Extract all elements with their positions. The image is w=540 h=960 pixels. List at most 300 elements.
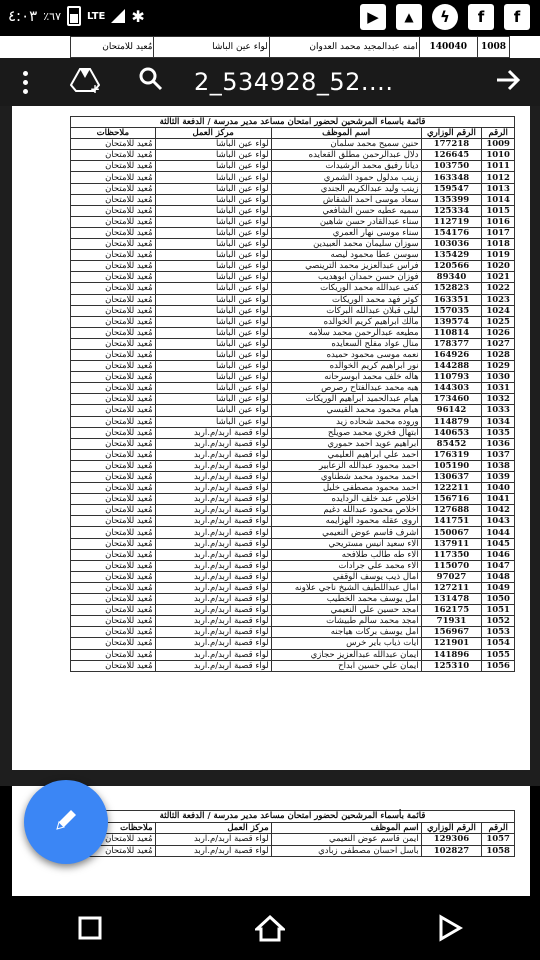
row-name: وروده محمد شحاده زيد [271,416,421,427]
row-name: كوثر فهد محمد الوريكات [271,294,421,305]
svg-text:+: + [90,82,100,93]
row-national-id: 96142 [421,405,482,416]
row-national-id: 154176 [421,227,482,238]
header-national-id: الرقم الوزاري [421,128,482,139]
row-workplace: لواء عين الباشا [155,150,271,161]
table-row [71,150,515,161]
candidates-table [70,116,515,672]
table-row [71,316,515,327]
row-number: 1014 [482,194,515,205]
row-number: 1046 [482,549,515,560]
row-name: فراس عبدالعزيز محمد الترينصي [271,261,421,272]
table-row [71,582,515,593]
row-national-id: 125310 [421,660,482,671]
row-workplace: لواء قصبة اربد/م.اربد [155,594,271,605]
row-name: احمد علي ابراهيم العليمي [271,449,421,460]
row-name: امال ذيب يوسف الوقفي [271,571,421,582]
battery-percent: ٪٦٧ [43,9,61,23]
home-icon[interactable] [240,908,300,948]
row-number: 1055 [482,649,515,660]
row-workplace: لواء قصبة اربد/م.اربد [155,483,271,494]
table-row [71,571,515,582]
row-number: 1054 [482,638,515,649]
table-row [71,638,515,649]
row-note: مُعيد للامتحان [71,383,156,394]
row-name: سعاد موسى احمد الشقاش [271,194,421,205]
row-national-id: 135429 [421,250,482,261]
row-name: ديانا رفيق محمد الرشيدات [271,161,421,172]
table-header-row [71,822,515,834]
row-note: مُعيد للامتحان [71,239,156,250]
row-national-id: 162175 [421,605,482,616]
table-row [71,37,510,58]
table-row [71,161,515,172]
row-note: مُعيد للامتحان [71,227,156,238]
messenger-icon[interactable]: ϟ [432,4,458,30]
row-number: 1022 [482,283,515,294]
table-row [71,660,515,671]
row-note: مُعيد للامتحان [71,349,156,360]
edit-fab-button[interactable] [24,780,108,864]
row-national-id: 115070 [421,560,482,571]
row-number: 1026 [482,327,515,338]
row-national-id: 129306 [421,834,482,846]
row-note: مُعيد للامتحان [71,505,156,516]
row-note: مُعيد للامتحان [71,305,156,316]
row-name: سناء موسى نهار العمري [271,227,421,238]
row-national-id: 140040 [419,37,477,58]
row-workplace: لواء عين الباشا [155,172,271,183]
row-name: الاء سعيد انيس مستريحي [271,538,421,549]
table-row [71,649,515,660]
row-note: مُعيد للامتحان [71,638,156,649]
row-national-id: 103750 [421,161,482,172]
row-name: ايمن قاسم عوض النعيمي [271,834,421,846]
more-vert-icon[interactable] [0,71,50,94]
row-name: ابراهيم عويد احمد حموري [271,438,421,449]
row-name: باسل احسان مصطفى زبادي [271,845,421,857]
row-national-id: 125334 [421,205,482,216]
row-number: 1018 [482,239,515,250]
row-workplace: لواء قصبة اربد/م.اربد [155,582,271,593]
document-strip [0,36,540,58]
row-national-id: 177218 [421,139,482,150]
row-national-id: 157035 [421,305,482,316]
row-name: زينب وليد عبدالكريم الجندي [271,183,421,194]
row-national-id: 173460 [421,394,482,405]
row-national-id: 156967 [421,627,482,638]
row-note: مُعيد للامتحان [71,560,156,571]
row-number: 1053 [482,627,515,638]
row-national-id: 127688 [421,505,482,516]
row-national-id: 130637 [421,472,482,483]
row-note: مُعيد للامتحان [71,449,156,460]
viewer-toolbar [0,58,540,106]
row-note: مُعيد للامتحان [71,438,156,449]
row-number: 1035 [482,427,515,438]
table-row [71,383,515,394]
candidates-table-2 [70,810,515,857]
table-row [71,172,515,183]
row-name: الاء طه طالب طلافحه [271,549,421,560]
row-national-id: 137911 [421,538,482,549]
row-note: مُعيد للامتحان [71,261,156,272]
table-row [71,527,515,538]
row-note: مُعيد للامتحان [71,283,156,294]
row-name: حنين سميح محمد سلمان [271,139,421,150]
row-number: 1024 [482,305,515,316]
row-number: 1058 [482,845,515,857]
row-note: مُعيد للامتحان [71,294,156,305]
row-workplace: لواء عين الباشا [155,405,271,416]
row-workplace: لواء عين الباشا [155,383,271,394]
header-name: اسم الموظف [271,822,421,834]
table-row [71,283,515,294]
row-national-id: 163351 [421,294,482,305]
row-name: هيام محمود محمد القيسي [271,405,421,416]
row-number: 1048 [482,571,515,582]
row-note: مُعيد للامتحان [71,139,156,150]
row-name: سوسن عطا محمود ليصه [271,250,421,261]
table-row [71,616,515,627]
row-number: 1050 [482,594,515,605]
row-workplace: لواء عين الباشا [155,139,271,150]
row-workplace: لواء عين الباشا [155,272,271,283]
row-note: مُعيد للامتحان [71,216,156,227]
row-name: نور ابراهيم كريم الخوالده [271,361,421,372]
row-number: 1056 [482,660,515,671]
row-national-id: 159547 [421,183,482,194]
row-note: مُعيد للامتحان [71,205,156,216]
row-note: مُعيد للامتحان [71,194,156,205]
row-number: 1038 [482,460,515,471]
row-note: مُعيد للامتحان [71,460,156,471]
row-number: 1045 [482,538,515,549]
row-name: ايات ذياب باير خرس [271,638,421,649]
table-row [71,250,515,261]
table-row [71,272,515,283]
row-note: مُعيد للامتحان [71,327,156,338]
table-row [71,438,515,449]
row-name: ليلى قبلان عبدالله البركات [271,305,421,316]
document-page [12,106,530,770]
row-number: 1044 [482,527,515,538]
row-note: مُعيد للامتحان [71,845,156,857]
row-number: 1043 [482,516,515,527]
table-row [71,460,515,471]
drive-add-icon[interactable] [70,67,110,97]
row-workplace: لواء عين الباشا [155,239,271,250]
row-name: اخلاص محمود عبدالله دغيم [271,505,421,516]
row-national-id: 163348 [421,172,482,183]
row-number: 1015 [482,205,515,216]
row-number: 1017 [482,227,515,238]
row-national-id: 127211 [421,582,482,593]
row-number: 1030 [482,372,515,383]
table-row [71,372,515,383]
row-workplace: لواء قصبة اربد/م.اربد [155,638,271,649]
row-workplace: لواء قصبة اربد/م.اربد [155,516,271,527]
gallery-icon[interactable]: ▲ [396,4,422,30]
row-workplace: لواء عين الباشا [155,194,271,205]
row-number: 1033 [482,405,515,416]
row-note: مُعيد للامتحان [71,150,156,161]
table-row [71,427,515,438]
table-row [71,139,515,150]
row-workplace: لواء قصبة اربد/م.اربد [155,494,271,505]
row-name: نعمه موسى محمود حميده [271,349,421,360]
table-row [71,216,515,227]
row-national-id: 131478 [421,594,482,605]
table-row [71,394,515,405]
row-number: 1027 [482,338,515,349]
row-workplace: لواء قصبة اربد/م.اربد [155,538,271,549]
table-row [71,183,515,194]
row-national-id: 97027 [421,571,482,582]
facebook-icon[interactable]: f [504,4,530,30]
row-workplace: لواء قصبة اربد/م.اربد [155,627,271,638]
header-num: الرقم [482,822,515,834]
header-note: ملاحظات [71,128,156,139]
row-name: احمد محمود عبدالله الزعابير [271,460,421,471]
table-row [71,483,515,494]
row-name: دلال عبدالرحمن مطلق القعايده [271,150,421,161]
row-national-id: 141751 [421,516,482,527]
clock: ٤:٠٣ [8,7,38,25]
row-name: امل يوسف بركات هياجنه [271,627,421,638]
row-note: مُعيد للامتحان [71,361,156,372]
row-national-id: 117350 [421,549,482,560]
battery-icon [67,6,81,26]
row-name: سوزان سليمان محمد العبيدين [271,239,421,250]
row-note: مُعيد للامتحان [71,616,156,627]
row-note: مُعيد للامتحان [71,627,156,638]
row-workplace: لواء قصبة اربد/م.اربد [155,571,271,582]
status-bar [0,0,540,36]
table-row [71,361,515,372]
row-workplace: لواء عين الباشا [155,372,271,383]
row-name: مطيعه عبدالرحمن محمد سلامه [271,327,421,338]
row-number: 1008 [477,37,509,58]
row-workplace: لواء قصبة اربد/م.اربد [155,505,271,516]
row-name: زينب مدلول حمود الشمري [271,172,421,183]
row-number: 1016 [482,216,515,227]
row-note: مُعيد للامتحان [71,37,154,58]
row-name: الاء محمد علي جرادات [271,560,421,571]
back-triangle-icon[interactable] [420,908,480,948]
system-nav-bar [0,896,540,960]
row-workplace: لواء عين الباشا [155,349,271,360]
row-note: مُعيد للامتحان [71,571,156,582]
row-workplace: لواء عين الباشا [155,327,271,338]
row-national-id: 85452 [421,438,482,449]
row-national-id: 122211 [421,483,482,494]
row-name: ايمان علي حسين ابداح [271,660,421,671]
row-national-id: 126645 [421,150,482,161]
header-name: اسم الموظف [271,128,421,139]
row-workplace: لواء قصبة اربد/م.اربد [155,834,271,846]
header-workplace: مركز العمل [155,128,271,139]
row-workplace: لواء عين الباشا [155,316,271,327]
table-row [71,605,515,616]
row-workplace: لواء عين الباشا [155,261,271,272]
table-row [71,327,515,338]
row-workplace: لواء عين الباشا [155,294,271,305]
row-workplace: لواء عين الباشا [155,394,271,405]
table-row [71,560,515,571]
row-note: مُعيد للامتحان [71,649,156,660]
row-workplace: لواء قصبة اربد/م.اربد [155,660,271,671]
row-name: منال عواد مفلح السعايده [271,338,421,349]
header-workplace: مركز العمل [155,822,271,834]
header-note: ملاحظات [71,822,156,834]
row-number: 1020 [482,261,515,272]
row-name: سميه عطيه حسن الشافعي [271,205,421,216]
row-national-id: 144303 [421,383,482,394]
row-name: امال عبداللطيف الشيخ ناجي علاونه [271,582,421,593]
row-national-id: 120566 [421,261,482,272]
row-name: فوزان حسن حمدان ابوهديب [271,272,421,283]
row-national-id: 71931 [421,616,482,627]
row-name: سناء عبدالقادر حسن شاهين [271,216,421,227]
row-name: اروى عقله محمود الهزايمه [271,516,421,527]
row-number: 1041 [482,494,515,505]
row-note: مُعيد للامتحان [71,416,156,427]
table-caption: قائمة بأسماء المرشحين لحضور امتحان مساعد مدير مدرسة / الدفعة الثالثة [71,117,515,128]
row-national-id: 121901 [421,638,482,649]
row-workplace: لواء عين الباشا [155,250,271,261]
row-name: احمد محمود مصطفى خليل [271,483,421,494]
row-national-id: 139574 [421,316,482,327]
table-row [71,205,515,216]
row-note: مُعيد للامتحان [71,272,156,283]
row-note: مُعيد للامتحان [71,538,156,549]
row-note: مُعيد للامتحان [71,527,156,538]
row-number: 1040 [482,483,515,494]
table-row [71,627,515,638]
row-national-id: 135399 [421,194,482,205]
row-workplace: لواء قصبة اربد/م.اربد [155,460,271,471]
table-row [71,449,515,460]
row-workplace: لواء عين الباشا [155,305,271,316]
row-name: امجد حسين علي النعيمي [271,605,421,616]
row-number: 1032 [482,394,515,405]
row-workplace: لواء عين الباشا [155,416,271,427]
row-workplace: لواء عين الباشا [155,183,271,194]
row-note: مُعيد للامتحان [71,516,156,527]
table-row [71,239,515,250]
row-name: مالك ابراهيم كريم الخوالده [271,316,421,327]
row-name: ابتهال فخري محمد صويلح [271,427,421,438]
row-workplace: لواء قصبة اربد/م.اربد [155,449,271,460]
row-name: امنه عبدالمجيد محمد العدوان [269,37,419,58]
row-note: مُعيد للامتحان [71,472,156,483]
row-note: مُعيد للامتحان [71,372,156,383]
youtube-icon[interactable]: ▶ [360,4,386,30]
row-note: مُعيد للامتحان [71,834,156,846]
table-row [71,227,515,238]
table-row [71,194,515,205]
row-number: 1012 [482,172,515,183]
row-workplace: لواء عين الباشا [155,338,271,349]
row-number: 1036 [482,438,515,449]
row-name: كفى عبدالله محمد الوريكات [271,283,421,294]
row-note: مُعيد للامتحان [71,582,156,593]
document-title: 2_534928_52.... [194,68,394,96]
row-note: مُعيد للامتحان [71,605,156,616]
row-workplace: لواء قصبة اربد/م.اربد [155,527,271,538]
row-workplace: لواء عين الباشا [155,161,271,172]
facebook-icon[interactable]: f [468,4,494,30]
row-note: مُعيد للامتحان [71,483,156,494]
row-workplace: لواء عين الباشا [155,227,271,238]
table-row [71,549,515,560]
table-row [71,405,515,416]
table-row [71,294,515,305]
row-note: مُعيد للامتحان [71,316,156,327]
row-national-id: 150067 [421,527,482,538]
arrow-forward-icon[interactable] [494,66,522,101]
row-national-id: 176319 [421,449,482,460]
row-number: 1049 [482,582,515,593]
row-number: 1019 [482,250,515,261]
search-icon[interactable] [138,66,178,98]
row-national-id: 110793 [421,372,482,383]
table-row [71,845,515,857]
table-row [71,349,515,360]
row-name: اخلاص عبد خلف الردايده [271,494,421,505]
row-national-id: 114879 [421,416,482,427]
document-viewer[interactable] [0,106,540,780]
row-national-id: 152823 [421,283,482,294]
table-row [71,494,515,505]
row-name: ايمان عبدالله عبدالعزيز حجازي [271,649,421,660]
row-workplace: لواء عين الباشا [155,283,271,294]
row-name: امجد محمد سالم طبيشات [271,616,421,627]
table-caption-2: قائمة بأسماء المرشحين لحضور امتحان مساعد مدير مدرسة / الدفعة الثالثة [71,811,515,823]
row-workplace: لواء قصبة اربد/م.اربد [155,605,271,616]
row-workplace: لواء قصبة اربد/م.اربد [155,649,271,660]
table-row [71,416,515,427]
row-number: 1010 [482,150,515,161]
row-note: مُعيد للامتحان [71,172,156,183]
row-note: مُعيد للامتحان [71,183,156,194]
row-number: 1011 [482,161,515,172]
row-note: مُعيد للامتحان [71,250,156,261]
row-note: مُعيد للامتحان [71,549,156,560]
row-note: مُعيد للامتحان [71,161,156,172]
table-header-row [71,128,515,139]
table-row [71,305,515,316]
row-national-id: 140653 [421,427,482,438]
table-row [71,594,515,605]
row-number: 1029 [482,361,515,372]
row-note: مُعيد للامتحان [71,427,156,438]
recents-square-icon[interactable] [60,908,120,948]
row-number: 1021 [482,272,515,283]
row-national-id: 112719 [421,216,482,227]
row-number: 1013 [482,183,515,194]
row-national-id: 164926 [421,349,482,360]
row-national-id: 89340 [421,272,482,283]
row-workplace: لواء قصبة اربد/م.اربد [155,616,271,627]
table-row [71,261,515,272]
row-national-id: 110814 [421,327,482,338]
table-row [71,516,515,527]
row-national-id: 102827 [421,845,482,857]
table-row [71,505,515,516]
row-number: 1028 [482,349,515,360]
